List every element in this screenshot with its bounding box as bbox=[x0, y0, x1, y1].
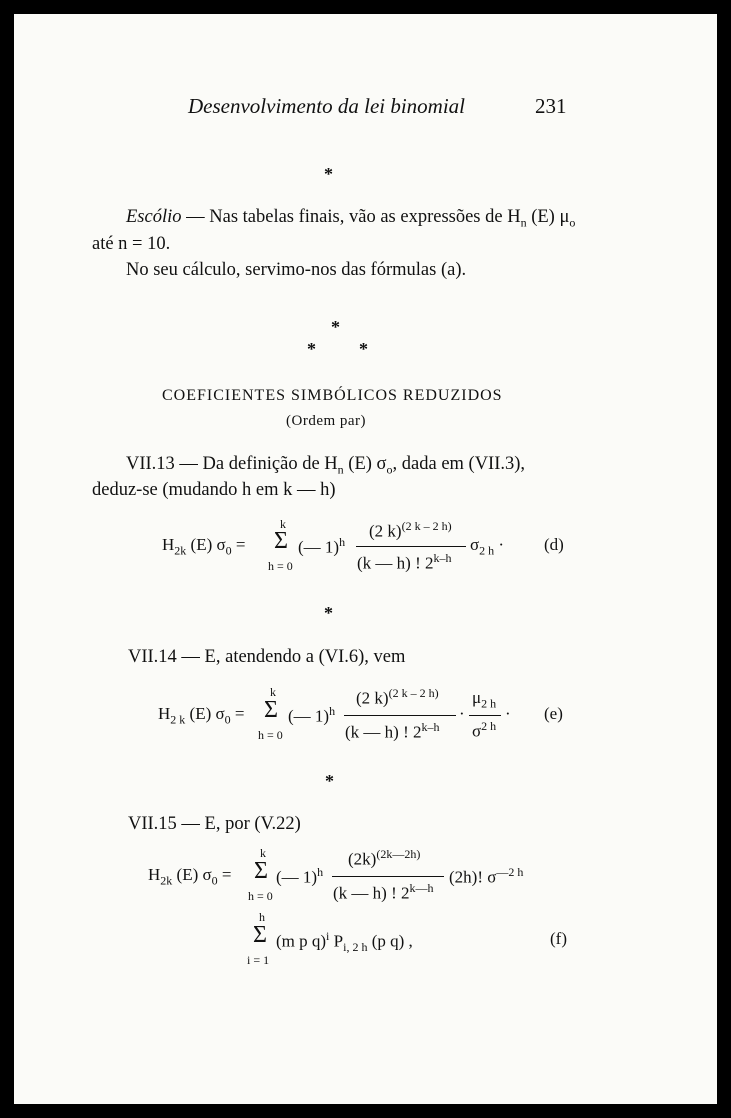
eq-f-den-sup: k—h bbox=[409, 881, 434, 895]
eq-f-fraction-bar bbox=[332, 876, 444, 877]
eq-f-P: P bbox=[333, 931, 344, 951]
eq-e-numerator bbox=[356, 686, 439, 709]
eq-d-den-sup: k–h bbox=[433, 551, 452, 565]
section-subtitle: (Ordem par) bbox=[286, 413, 367, 429]
eq-f-factor-text: (— 1) bbox=[276, 867, 318, 887]
eq-e-frac2-numerator bbox=[472, 688, 496, 711]
vii13-text-c: , dada em (VII.3), bbox=[392, 454, 526, 474]
eq-f-factor-sup: h bbox=[317, 865, 324, 879]
vii13-sub-n: n bbox=[337, 462, 344, 477]
eq-d-factor-text: (— 1) bbox=[298, 537, 340, 557]
vii13-text-a: VII.13 — Da definição de H bbox=[126, 454, 338, 474]
eq-f-line2 bbox=[276, 929, 413, 955]
eq-f-equals: = bbox=[221, 865, 232, 884]
eq-e-sub: 2 k bbox=[170, 712, 186, 727]
escolio-sub-n: n bbox=[520, 215, 527, 230]
eq-f-pq: (p q) , bbox=[371, 931, 413, 951]
eq-d-sigma-sub: 2 h bbox=[479, 543, 495, 558]
eq-d-dot: · bbox=[498, 535, 505, 554]
eq-f-tail-text: (2h)! σ bbox=[449, 867, 497, 887]
eq-f-label: (f) bbox=[550, 929, 567, 948]
eq-f-num-sup: (2k—2h) bbox=[376, 847, 421, 861]
eq-f-sum: Σ bbox=[254, 858, 268, 884]
eq-f-line2-sum: Σ bbox=[253, 922, 267, 948]
eq-f-denominator bbox=[333, 881, 433, 904]
eq-f-line2-sum-bottom: i = 1 bbox=[247, 953, 270, 967]
eq-f-sum-top: k bbox=[260, 846, 266, 860]
eq-e-num-sup: (2 k – 2 h) bbox=[388, 686, 439, 700]
eq-e-label: (e) bbox=[544, 704, 563, 723]
eq-e-tail-dot: · bbox=[505, 704, 511, 723]
eq-d-sum-top: k bbox=[280, 517, 286, 531]
escolio-dash: — bbox=[186, 207, 205, 227]
eq-e-lhs bbox=[158, 704, 245, 727]
eq-e-fraction-bar-2 bbox=[469, 715, 501, 716]
eq-e-E-sigma: (E) σ bbox=[189, 704, 225, 723]
eq-e-equals: = bbox=[234, 704, 245, 723]
eq-f-H: H bbox=[148, 865, 161, 884]
vii14-line: VII.14 — E, atendendo a (VI.6), vem bbox=[128, 647, 406, 667]
eq-e-sum-bottom: h = 0 bbox=[258, 728, 283, 742]
eq-d-num: (2 k) bbox=[369, 521, 402, 541]
eq-f-tail-sup: —2 h bbox=[496, 865, 524, 879]
eq-e-fraction-bar bbox=[344, 715, 456, 716]
eq-f-sub: 2k bbox=[160, 873, 173, 888]
eq-f-line2-sum-top: h bbox=[259, 910, 265, 924]
eq-f-mpq-sup: i bbox=[326, 929, 330, 943]
eq-d-sum: Σ bbox=[274, 528, 288, 554]
eq-d-denominator bbox=[357, 551, 451, 574]
eq-d-num-sup: (2 k – 2 h) bbox=[401, 519, 452, 533]
eq-d-den: (k — h) ! 2 bbox=[357, 553, 434, 573]
escolio-line-2: até n = 10. bbox=[92, 234, 171, 254]
eq-e-factor-text: (— 1) bbox=[288, 706, 330, 726]
eq-d-H: H bbox=[162, 535, 175, 554]
eq-d-sigma: σ bbox=[470, 535, 480, 554]
eq-e-factor-sup: h bbox=[329, 704, 336, 718]
star-top: * bbox=[331, 317, 340, 337]
separator-star-3: * bbox=[325, 771, 334, 791]
eq-e-mu-sub: 2 h bbox=[481, 696, 497, 711]
escolio-text-b: (E) μ bbox=[531, 207, 570, 227]
eq-e-denominator bbox=[345, 720, 439, 743]
eq-f-E-sigma: (E) σ bbox=[176, 865, 212, 884]
eq-e-num: (2 k) bbox=[356, 688, 389, 708]
eq-f-tail bbox=[449, 865, 523, 888]
eq-d-numerator bbox=[369, 519, 452, 542]
book-page bbox=[14, 14, 717, 1104]
eq-d-sub: 2k bbox=[174, 543, 187, 558]
escolio-sub-o: o bbox=[569, 215, 576, 230]
vii13-text-b: (E) σ bbox=[348, 454, 387, 474]
eq-e-H: H bbox=[158, 704, 171, 723]
eq-f-sum-bottom: h = 0 bbox=[248, 889, 273, 903]
star-right: * bbox=[359, 339, 368, 359]
eq-d-sum-bottom: h = 0 bbox=[268, 559, 293, 573]
eq-d-factor-sup: h bbox=[339, 535, 346, 549]
section-title: COEFICIENTES SIMBÓLICOS REDUZIDOS bbox=[162, 387, 503, 404]
eq-e-factor bbox=[288, 704, 335, 727]
eq-d-label: (d) bbox=[544, 535, 564, 554]
eq-f-numerator bbox=[348, 847, 420, 870]
eq-e-sum-top: k bbox=[270, 685, 276, 699]
eq-d-factor bbox=[298, 535, 345, 558]
eq-e-sigma: σ bbox=[472, 721, 482, 741]
eq-d-equals: = bbox=[235, 535, 246, 554]
separator-star-2: * bbox=[324, 603, 333, 623]
eq-e-sigma-sup: 2 h bbox=[481, 719, 497, 733]
eq-d-sub0: 0 bbox=[225, 543, 232, 558]
eq-f-num: (2k) bbox=[348, 849, 377, 869]
eq-f-factor bbox=[276, 865, 323, 888]
eq-e-den: (k — h) ! 2 bbox=[345, 722, 422, 742]
star-left: * bbox=[307, 339, 316, 359]
vii15-line: VII.15 — E, por (V.22) bbox=[128, 814, 301, 834]
separator-star: * bbox=[324, 164, 333, 184]
page-number: 231 bbox=[535, 94, 567, 118]
eq-e-den-sup: k–h bbox=[421, 720, 440, 734]
eq-d-tail bbox=[470, 535, 504, 558]
eq-d-E-sigma: (E) σ bbox=[190, 535, 226, 554]
eq-f-P-sub: i, 2 h bbox=[343, 940, 368, 955]
escolio-label: Escólio bbox=[126, 207, 182, 227]
vii13-line-2: deduz-se (mudando h em k — h) bbox=[92, 480, 336, 500]
eq-f-sub0: 0 bbox=[211, 873, 218, 888]
eq-e-sum: Σ bbox=[264, 697, 278, 723]
eq-f-den: (k — h) ! 2 bbox=[333, 883, 410, 903]
eq-d-lhs bbox=[162, 535, 246, 558]
eq-f-mpq: (m p q) bbox=[276, 931, 327, 951]
escolio-line-1 bbox=[126, 207, 575, 231]
escolio-text: Nas tabelas finais, vão as expressões de H bbox=[209, 207, 521, 227]
eq-e-mult-dot: · bbox=[459, 704, 465, 723]
escolio-line-3: No seu cálculo, servimo-nos das fórmulas (a). bbox=[126, 260, 467, 280]
eq-e-frac2-denominator bbox=[472, 719, 496, 742]
eq-e-mu: μ bbox=[472, 688, 482, 707]
running-header: Desenvolvimento da lei binomial bbox=[188, 94, 466, 118]
vii13-sub-o: o bbox=[386, 462, 393, 477]
vii13-line-1 bbox=[126, 454, 525, 478]
eq-e-sub0: 0 bbox=[224, 712, 231, 727]
eq-d-fraction-bar bbox=[356, 546, 466, 547]
eq-f-lhs bbox=[148, 865, 232, 888]
